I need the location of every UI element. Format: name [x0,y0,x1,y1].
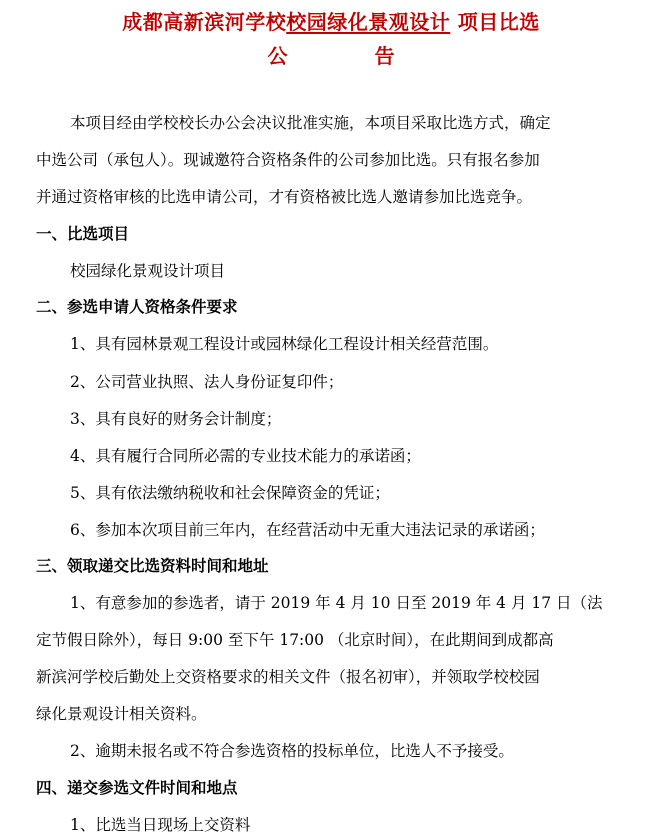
requirement-item: 4、具有履行合同所必需的专业技术能力的承诺函； [70,447,421,465]
section-3-heading: 三、领取递交比选资料时间和地址 [36,556,269,575]
section-4-item-1: 1、比选当日现场上交资料 [70,816,251,834]
section-4-heading: 四、递交参选文件时间和地点 [36,778,238,797]
section-3-paragraph-line: 1、有意参加的参选者，请于 2019 年 4 月 10 日至 2019 年 4 月 17 日（法 [70,594,603,612]
title-suffix: 项目比选 [457,10,540,34]
notice-char-1: 公 [267,44,288,68]
title-project-name: 校园绿化景观设计 [286,10,451,34]
document-title [0,6,662,35]
section-1-text: 校园绿化景观设计项目 [70,262,226,280]
intro-line: 本项目经由学校校长办公会决议批准实施，本项目采取比选方式，确定 [70,114,551,132]
title-prefix: 成都高新滨河学校 [122,10,287,34]
section-3-paragraph-line: 新滨河学校后勤处上交资格要求的相关文件（报名初审），并领取学校校园 [36,668,540,686]
notice-heading [0,40,662,69]
intro-line: 中选公司（承包人）。现诚邀符合资格条件的公司参加比选。只有报名参加 [36,151,540,169]
requirement-item: 5、具有依法缴纳税收和社会保障资金的凭证； [70,484,390,502]
section-3-paragraph-line: 定节假日除外），每日 9:00 至下午 17:00 （北京时间），在此期间到成都高 [36,631,554,649]
requirement-item: 1、具有园林景观工程设计或园林绿化工程设计相关经营范围。 [70,335,499,353]
section-2-heading: 二、参选申请人资格条件要求 [36,297,238,316]
intro-line: 并通过资格审核的比选申请公司，才有资格被比选人邀请参加比选竞争。 [36,188,533,206]
section-3-item-2: 2、逾期未报名或不符合参选资格的投标单位，比选人不予接受。 [70,742,514,760]
notice-char-2: 告 [374,44,395,68]
requirement-item: 2、公司营业执照、法人身份证复印件； [70,373,344,391]
section-3-paragraph-line: 绿化景观设计相关资料。 [36,705,207,723]
requirement-item: 6、参加本次项目前三年内，在经营活动中无重大违法记录的承诺函； [70,521,545,539]
requirement-item: 3、具有良好的财务会计制度； [70,410,282,428]
section-1-heading: 一、比选项目 [36,224,130,243]
